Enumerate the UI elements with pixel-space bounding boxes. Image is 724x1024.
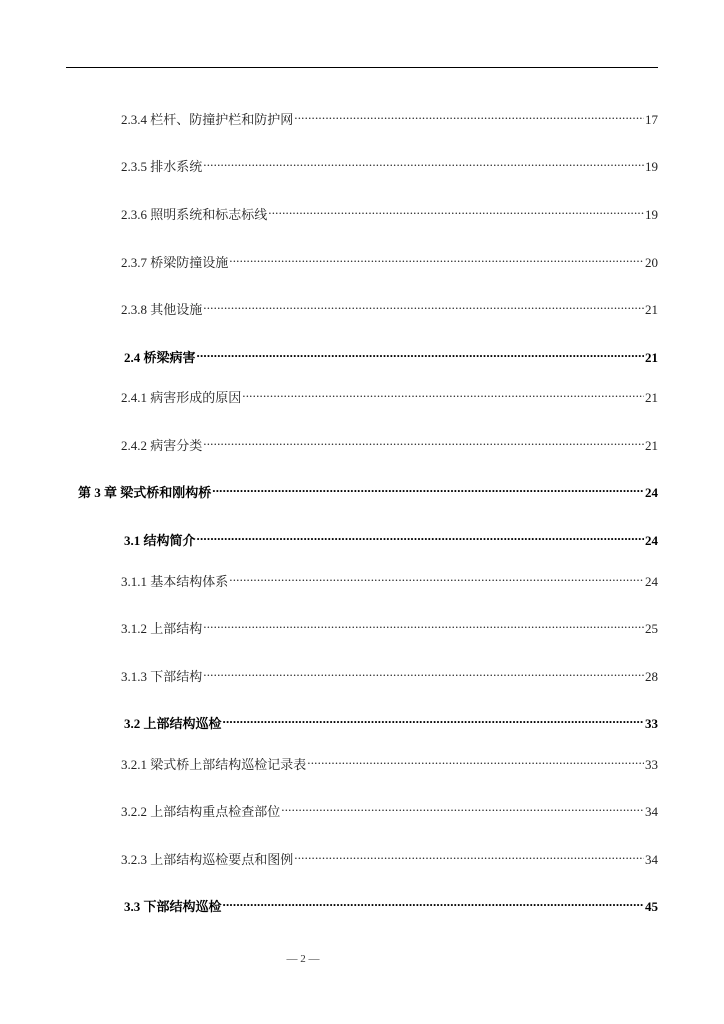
dot-leader: [212, 479, 644, 497]
dot-leader: [203, 296, 644, 314]
toc-entry-page: 45: [645, 899, 658, 914]
toc-entry[interactable]: [121, 798, 658, 821]
dot-leader: [242, 384, 644, 402]
toc-entry-label: 3.1.1 基本结构体系: [121, 574, 229, 589]
toc-entry-page: 33: [645, 716, 658, 731]
toc-entry[interactable]: [121, 384, 658, 407]
toc-entry-page: 25: [645, 621, 658, 636]
toc-entry-label: 3.1.3 下部结构: [121, 669, 203, 684]
dot-leader: [223, 893, 644, 911]
toc-entry-label: 3.2 上部结构巡检: [124, 716, 222, 731]
toc-entry-label: 2.3.4 栏杆、防撞护栏和防护网: [121, 112, 294, 127]
toc-entry-label: 2.3.6 照明系统和标志标线: [121, 207, 268, 222]
toc-entry-label: 3.2.2 上部结构重点检查部位: [121, 804, 281, 819]
toc-entry-page: 34: [645, 804, 658, 819]
toc-entry[interactable]: [124, 893, 658, 916]
dot-leader: [203, 432, 644, 450]
toc-entry[interactable]: [124, 710, 658, 733]
toc-entry[interactable]: [121, 568, 658, 591]
toc-entry-label: 3.1.2 上部结构: [121, 621, 203, 636]
toc-entry-label: 第 3 章 梁式桥和刚构桥: [78, 485, 212, 500]
toc-entry-label: 3.3 下部结构巡检: [124, 899, 222, 914]
dot-leader: [281, 798, 644, 816]
toc-entry-label: 2.3.8 其他设施: [121, 302, 203, 317]
toc-entry-label: 3.2.3 上部结构巡检要点和图例: [121, 852, 294, 867]
toc-entry-page: 21: [645, 350, 658, 365]
dot-leader: [203, 153, 644, 171]
toc-entry-page: 24: [645, 485, 658, 500]
page-number: — 2 —: [286, 953, 320, 965]
toc-entry[interactable]: [121, 153, 658, 176]
toc-entry-page: 21: [645, 302, 658, 317]
dot-leader: [229, 249, 644, 267]
toc-entry[interactable]: [121, 106, 658, 129]
toc-entry-label: 2.3.5 排水系统: [121, 159, 203, 174]
toc-entry-page: 24: [645, 533, 658, 548]
toc-entry[interactable]: [121, 296, 658, 319]
toc-entry[interactable]: [121, 249, 658, 272]
toc-entry[interactable]: [124, 344, 658, 367]
toc-entry[interactable]: [121, 201, 658, 224]
toc-entry[interactable]: [121, 751, 658, 774]
dot-leader: [294, 106, 644, 124]
toc-entry[interactable]: [124, 527, 658, 550]
toc-entry-label: 3.1 结构简介: [124, 533, 196, 548]
toc-entry[interactable]: [78, 479, 658, 502]
toc-entry[interactable]: [121, 615, 658, 638]
toc-entry-page: 21: [645, 390, 658, 405]
dot-leader: [197, 344, 644, 362]
dot-leader: [203, 615, 644, 633]
toc-entry-page: 34: [645, 852, 658, 867]
dot-leader: [294, 846, 644, 864]
toc-entry[interactable]: [121, 432, 658, 455]
toc-entry[interactable]: [121, 663, 658, 686]
toc-entry-page: 28: [645, 669, 658, 684]
toc-entry-page: 20: [645, 255, 658, 270]
toc-entry-page: 21: [645, 438, 658, 453]
dot-leader: [223, 710, 644, 728]
toc-entry-page: 19: [645, 207, 658, 222]
toc-entry-label: 2.4.1 病害形成的原因: [121, 390, 242, 405]
toc-entry-label: 2.4 桥梁病害: [124, 350, 196, 365]
toc-entry-label: 2.3.7 桥梁防撞设施: [121, 255, 229, 270]
toc-entry-page: 24: [645, 574, 658, 589]
dot-leader: [268, 201, 644, 219]
dot-leader: [197, 527, 644, 545]
toc-entry-label: 3.2.1 梁式桥上部结构巡检记录表: [121, 757, 307, 772]
toc-entry-page: 17: [645, 112, 658, 127]
toc-entry-label: 2.4.2 病害分类: [121, 438, 203, 453]
toc-entry[interactable]: [121, 846, 658, 869]
toc-entry-page: 33: [645, 757, 658, 772]
dot-leader: [203, 663, 644, 681]
toc-entry-page: 19: [645, 159, 658, 174]
dot-leader: [307, 751, 644, 769]
dot-leader: [229, 568, 644, 586]
